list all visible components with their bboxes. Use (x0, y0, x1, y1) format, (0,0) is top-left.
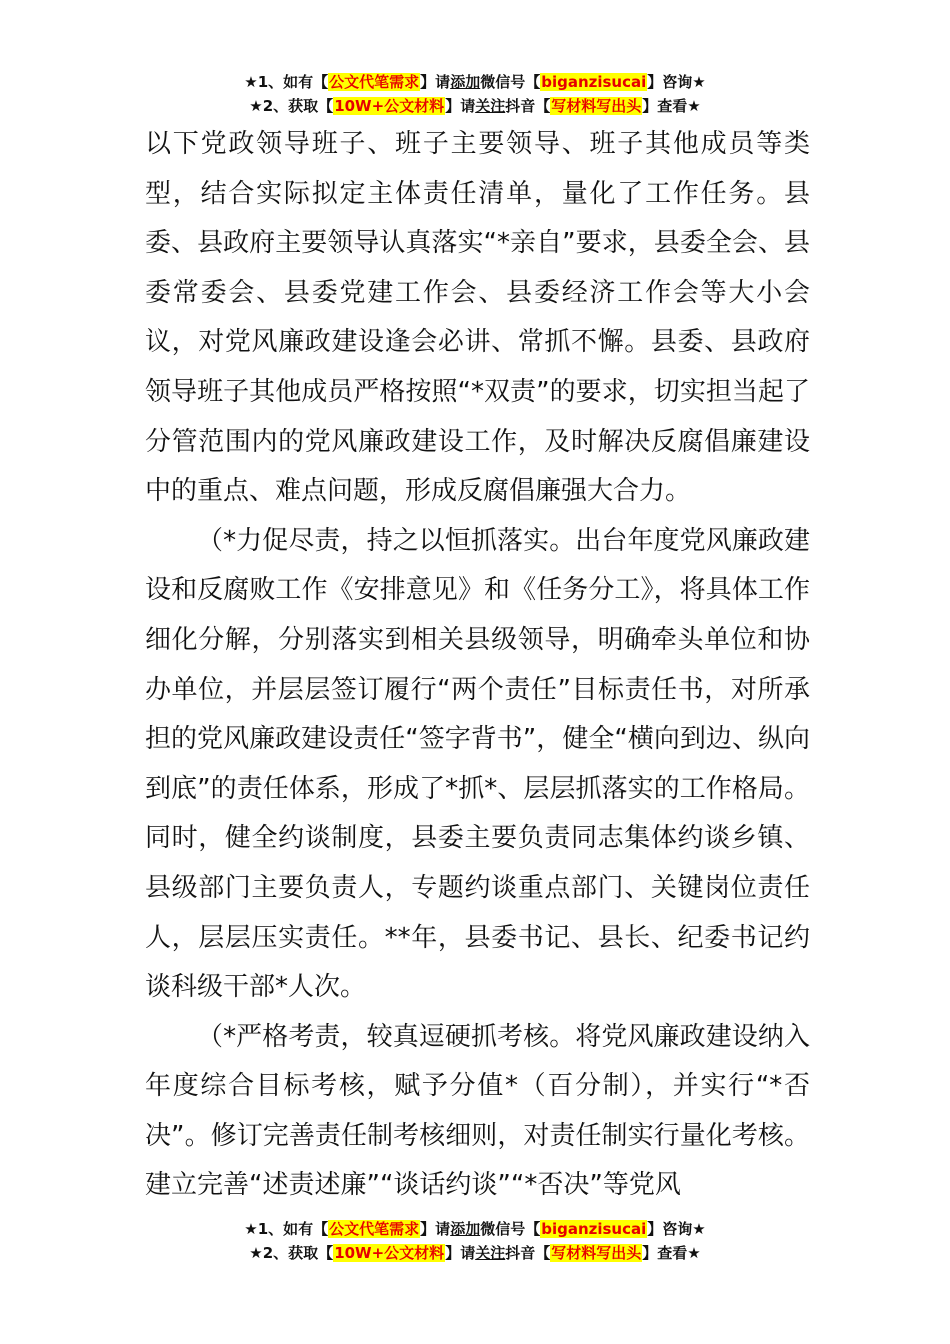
paragraph-1: 以下党政领导班子、班子主要领导、班子其他成员等类型，结合实际拟定主体责任清单，量化了工作任务。县委、县政府主要领导认真落实“*亲自”要求，县委全会、县委常委会、县委党建工作会、县委经济工作会等大小会议，对党风廉政建设逢会必讲、常抓不懈。县委、县政府领导班子其他成员严格按照“*双责”的要求，切实担当起了分管范围内的党风廉政建设工作，及时解决反腐倡廉建设中的重点、难点问题，形成反腐倡廉强大合力。 (145, 129, 810, 507)
paragraph-3: （*严格考责，较真逗硬抓考核。将党风廉政建设纳入年度综合目标考核，赋予分值*（百分制），并实行“*否决”。修订完善责任制考核细则，对责任制实行量化考核。建立完善“述责述廉”“谈话约谈”“*否决”等党风 (145, 1021, 810, 1201)
header-promo-line-1: ★1、如有【公文代笔需求】请添加微信号【biganzisucai】咨询★ (244, 73, 706, 91)
footer-promo (0, 1217, 950, 1265)
highlight-douyin-account: 写材料写出头 (551, 97, 642, 115)
footer-promo-line-2: ★2、获取【10W+公文材料】请关注抖音【写材料写出头】查看★ (249, 1244, 701, 1262)
highlight-materials: 10W+公文材料 (334, 97, 445, 115)
highlight-service: 公文代笔需求 (329, 73, 420, 91)
header-promo-line-2: ★2、获取【10W+公文材料】请关注抖音【写材料写出头】查看★ (249, 97, 701, 115)
footer-promo-line-1: ★1、如有【公文代笔需求】请添加微信号【biganzisucai】咨询★ (244, 1220, 706, 1238)
highlight-wechat-id: biganzisucai (541, 1220, 647, 1238)
highlight-service: 公文代笔需求 (329, 1220, 420, 1238)
highlight-materials: 10W+公文材料 (334, 1244, 445, 1262)
document-body (145, 120, 810, 1211)
highlight-douyin-account: 写材料写出头 (551, 1244, 642, 1262)
header-promo (0, 70, 950, 118)
paragraph-2: （*力促尽责，持之以恒抓落实。出台年度党风廉政建设和反腐败工作《安排意见》和《任务分工》，将具体工作细化分解，分别落实到相关县级领导，明确牵头单位和协办单位，并层层签订履行“两个责任”目标责任书，对所承担的党风廉政建设责任“签字背书”，健全“横向到边、纵向到底”的责任体系，形成了*抓*、层层抓落实的工作格局。同时，健全约谈制度，县委主要负责同志集体约谈乡镇、县级部门主要负责人，专题约谈重点部门、关键岗位责任人，层层压实责任。**年，县委书记、县长、纪委书记约谈科级干部*人次。 (145, 525, 810, 1003)
highlight-wechat-id: biganzisucai (541, 73, 647, 91)
